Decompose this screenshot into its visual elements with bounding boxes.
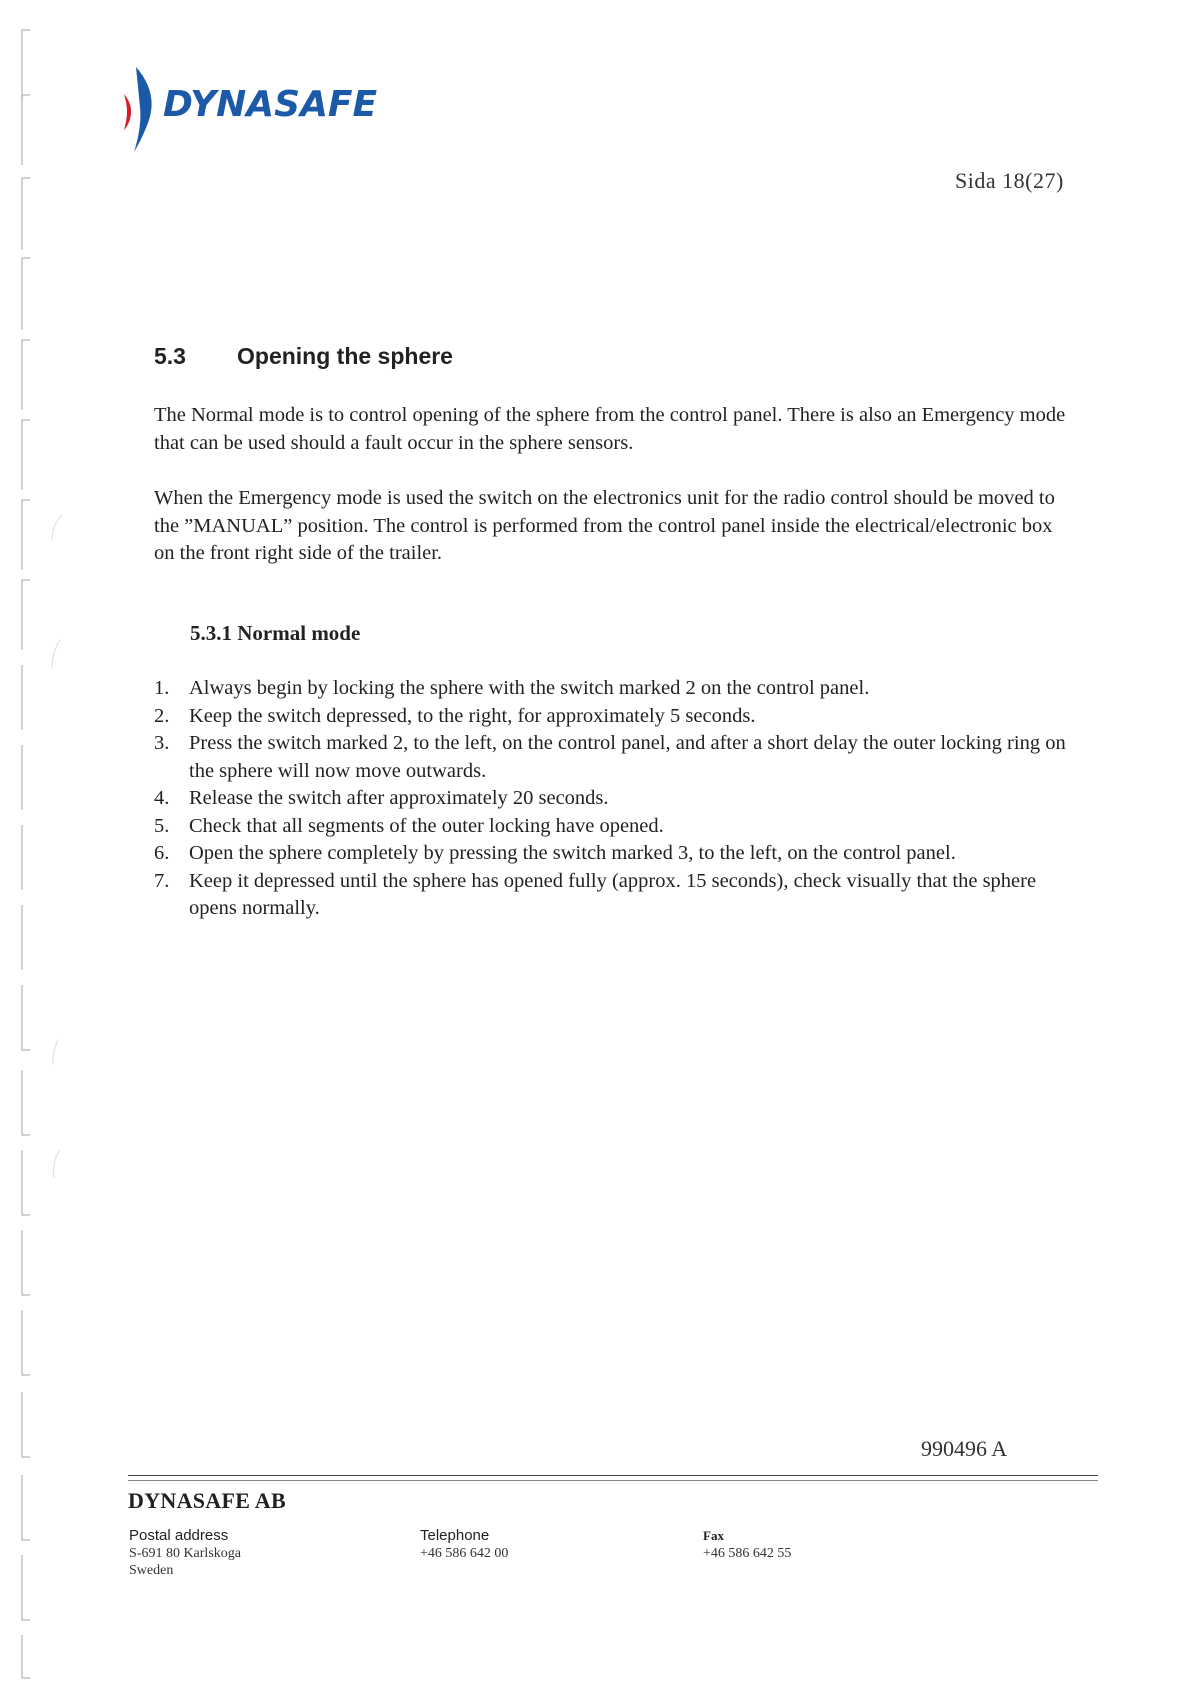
step-number: 7. (154, 869, 170, 892)
postal-address-block (129, 1527, 241, 1580)
emergency-paragraph: When the Emergency mode is used the switch on the electronics unit for the radio control should be moved to the ”MANUAL” position. The control is performed from the control panel inside the electrical/electronic box on the front right side of the trailer. (154, 487, 1055, 564)
list-item (154, 840, 1074, 868)
step-list (154, 675, 1074, 923)
telephone-block (420, 1527, 508, 1562)
subsection-heading: 5.3.1 Normal mode (190, 621, 361, 645)
company-name: DYNASAFE AB (128, 1488, 286, 1513)
step-number: 6. (154, 842, 170, 864)
postal-line-2: Sweden (129, 1563, 174, 1578)
step-text: Press the switch marked 2, to the left, on the control panel, and after a short delay the outer locking ring on the sphere will now move outwards. (189, 732, 1066, 782)
list-item (154, 785, 1074, 813)
step-text: Open the sphere completely by pressing the switch marked 3, to the left, on the control panel. (189, 842, 956, 864)
step-text: Always begin by locking the sphere with the switch marked 2 on the control panel. (189, 677, 870, 699)
step-text: Keep the switch depressed, to the right, for approximately 5 seconds. (189, 704, 756, 727)
postal-label: Postal address (129, 1527, 229, 1544)
step-number: 3. (154, 732, 170, 754)
fax-label: Fax (703, 1528, 724, 1543)
list-item (154, 675, 1074, 703)
step-number: 5. (154, 814, 170, 837)
dynasafe-logo-mark-icon (118, 62, 168, 157)
step-number: 2. (154, 704, 170, 727)
step-number: 1. (154, 677, 170, 699)
section-title: Opening the sphere (237, 343, 453, 369)
page-number: Sida 18(27) (955, 168, 1064, 193)
section-number: 5.3 (154, 343, 186, 369)
telephone-label: Telephone (420, 1527, 490, 1544)
footer-divider (128, 1475, 1098, 1476)
section-heading (154, 343, 453, 370)
step-text: Release the switch after approximately 20 seconds. (189, 787, 609, 809)
document-code: 990496 A (921, 1436, 1008, 1461)
binder-margin-marks (0, 0, 70, 1682)
step-text: Check that all segments of the outer locking have opened. (189, 814, 664, 837)
dynasafe-logo (118, 62, 398, 162)
list-item (154, 703, 1074, 731)
postal-line-1: S-691 80 Karlskoga (129, 1545, 241, 1561)
list-item (154, 730, 1074, 785)
footer-divider-thin (128, 1480, 1098, 1481)
intro-paragraph: The Normal mode is to control opening of the sphere from the control panel. There is also an Emergency mode that can be used should a fault occur in the sphere sensors. (154, 404, 1066, 454)
telephone-number: +46 586 642 00 (420, 1545, 509, 1561)
list-item (154, 868, 1074, 923)
logo-wordmark: DYNASAFE (163, 84, 378, 125)
step-text: Keep it depressed until the sphere has opened fully (approx. 15 seconds), check visually that the sphere opens normally. (189, 869, 1037, 919)
fax-number: +46 586 642 55 (703, 1545, 792, 1561)
fax-block (703, 1527, 791, 1562)
step-number: 4. (154, 787, 170, 809)
list-item (154, 813, 1074, 841)
